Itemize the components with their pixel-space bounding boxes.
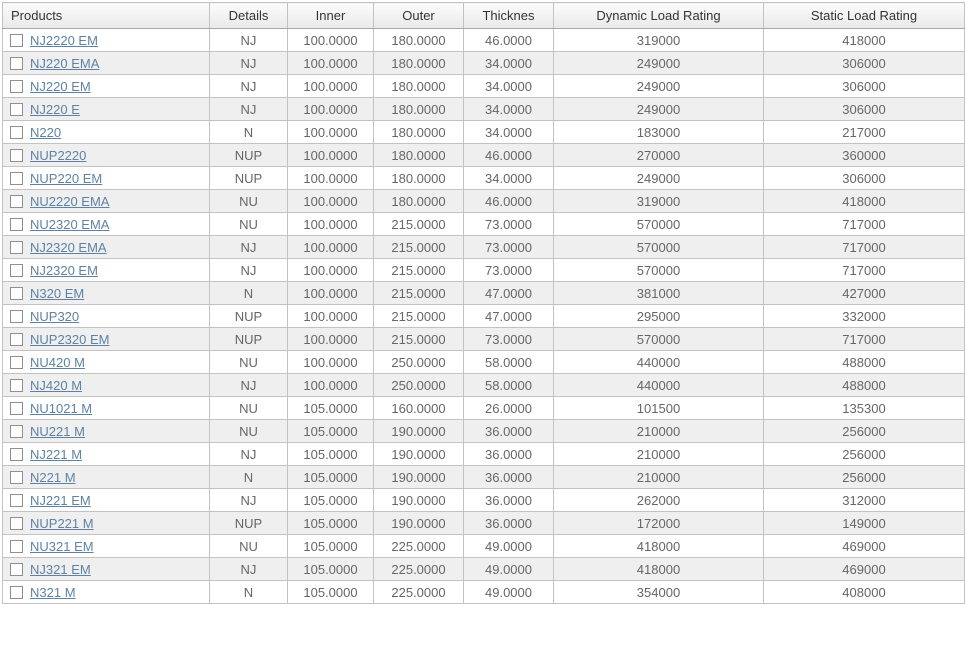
details-cell: N xyxy=(210,282,288,305)
outer-cell: 190.0000 xyxy=(374,466,464,489)
static-load-rating-cell: 306000 xyxy=(764,52,965,75)
product-cell xyxy=(3,397,210,420)
dynamic-load-rating-cell: 440000 xyxy=(554,351,764,374)
inner-cell: 100.0000 xyxy=(288,121,374,144)
table-row xyxy=(3,213,965,236)
thickness-cell: 46.0000 xyxy=(464,29,554,52)
outer-cell: 215.0000 xyxy=(374,328,464,351)
table-row xyxy=(3,397,965,420)
inner-cell: 100.0000 xyxy=(288,144,374,167)
table-row xyxy=(3,75,965,98)
details-cell: N xyxy=(210,121,288,144)
details-cell: NUP xyxy=(210,305,288,328)
inner-cell: 100.0000 xyxy=(288,374,374,397)
table-row xyxy=(3,581,965,604)
inner-cell: 100.0000 xyxy=(288,282,374,305)
row-select-checkbox[interactable] xyxy=(10,172,23,185)
details-cell: NJ xyxy=(210,374,288,397)
product-cell xyxy=(3,374,210,397)
table-row xyxy=(3,282,965,305)
row-select-checkbox[interactable] xyxy=(10,586,23,599)
details-cell: NJ xyxy=(210,98,288,121)
column-header-inner: Inner xyxy=(288,3,374,29)
product-link[interactable]: NJ420 M xyxy=(30,378,83,394)
table-row xyxy=(3,328,965,351)
row-select-checkbox[interactable] xyxy=(10,80,23,93)
outer-cell: 250.0000 xyxy=(374,351,464,374)
inner-cell: 105.0000 xyxy=(288,535,374,558)
dynamic-load-rating-cell: 440000 xyxy=(554,374,764,397)
thickness-cell: 34.0000 xyxy=(464,167,554,190)
table-row xyxy=(3,489,965,512)
product-cell xyxy=(3,305,210,328)
static-load-rating-cell: 312000 xyxy=(764,489,965,512)
product-link[interactable]: NU2320 EMA xyxy=(30,217,110,233)
product-cell xyxy=(3,121,210,144)
product-cell xyxy=(3,443,210,466)
product-cell xyxy=(3,328,210,351)
row-select-checkbox[interactable] xyxy=(10,402,23,415)
column-header-products: Products xyxy=(3,3,210,29)
column-header-static-load-rating: Static Load Rating xyxy=(764,3,965,29)
static-load-rating-cell: 427000 xyxy=(764,282,965,305)
details-cell: NJ xyxy=(210,236,288,259)
dynamic-load-rating-cell: 570000 xyxy=(554,328,764,351)
dynamic-load-rating-cell: 172000 xyxy=(554,512,764,535)
product-link[interactable]: NJ2220 EM xyxy=(30,33,98,49)
dynamic-load-rating-cell: 570000 xyxy=(554,259,764,282)
thickness-cell: 36.0000 xyxy=(464,420,554,443)
product-cell xyxy=(3,29,210,52)
product-cell xyxy=(3,489,210,512)
thickness-cell: 58.0000 xyxy=(464,351,554,374)
static-load-rating-cell: 717000 xyxy=(764,213,965,236)
product-link[interactable]: NUP2320 EM xyxy=(30,332,110,348)
row-select-checkbox[interactable] xyxy=(10,425,23,438)
details-cell: NJ xyxy=(210,75,288,98)
outer-cell: 225.0000 xyxy=(374,558,464,581)
static-load-rating-cell: 332000 xyxy=(764,305,965,328)
table-row xyxy=(3,443,965,466)
dynamic-load-rating-cell: 319000 xyxy=(554,29,764,52)
product-link[interactable]: NU420 M xyxy=(30,355,85,371)
row-select-checkbox[interactable] xyxy=(10,379,23,392)
inner-cell: 105.0000 xyxy=(288,558,374,581)
dynamic-load-rating-cell: 249000 xyxy=(554,75,764,98)
dynamic-load-rating-cell: 270000 xyxy=(554,144,764,167)
outer-cell: 180.0000 xyxy=(374,167,464,190)
outer-cell: 190.0000 xyxy=(374,443,464,466)
table-row xyxy=(3,144,965,167)
details-cell: NJ xyxy=(210,29,288,52)
product-cell xyxy=(3,558,210,581)
product-cell xyxy=(3,535,210,558)
row-select-checkbox[interactable] xyxy=(10,126,23,139)
table-row xyxy=(3,420,965,443)
static-load-rating-cell: 717000 xyxy=(764,328,965,351)
table-row xyxy=(3,558,965,581)
row-select-checkbox[interactable] xyxy=(10,218,23,231)
product-link[interactable]: NUP2220 xyxy=(30,148,87,164)
details-cell: NU xyxy=(210,190,288,213)
details-cell: NUP xyxy=(210,144,288,167)
details-cell: NJ xyxy=(210,443,288,466)
thickness-cell: 73.0000 xyxy=(464,213,554,236)
details-cell: NJ xyxy=(210,558,288,581)
outer-cell: 180.0000 xyxy=(374,144,464,167)
product-cell xyxy=(3,236,210,259)
dynamic-load-rating-cell: 210000 xyxy=(554,420,764,443)
thickness-cell: 46.0000 xyxy=(464,144,554,167)
thickness-cell: 34.0000 xyxy=(464,75,554,98)
product-cell xyxy=(3,144,210,167)
product-cell xyxy=(3,420,210,443)
product-cell xyxy=(3,282,210,305)
dynamic-load-rating-cell: 210000 xyxy=(554,466,764,489)
product-link[interactable]: NUP221 M xyxy=(30,516,94,532)
dynamic-load-rating-cell: 418000 xyxy=(554,535,764,558)
static-load-rating-cell: 469000 xyxy=(764,558,965,581)
static-load-rating-cell: 256000 xyxy=(764,466,965,489)
product-link[interactable]: NJ2320 EM xyxy=(30,263,98,279)
product-link[interactable]: NJ220 E xyxy=(30,102,80,118)
static-load-rating-cell: 360000 xyxy=(764,144,965,167)
details-cell: NU xyxy=(210,420,288,443)
row-select-checkbox[interactable] xyxy=(10,149,23,162)
inner-cell: 100.0000 xyxy=(288,29,374,52)
row-select-checkbox[interactable] xyxy=(10,356,23,369)
thickness-cell: 34.0000 xyxy=(464,52,554,75)
table-row xyxy=(3,98,965,121)
product-link[interactable]: NJ221 M xyxy=(30,447,83,463)
dynamic-load-rating-cell: 319000 xyxy=(554,190,764,213)
product-link[interactable]: NJ2320 EMA xyxy=(30,240,107,256)
product-cell xyxy=(3,52,210,75)
dynamic-load-rating-cell: 570000 xyxy=(554,236,764,259)
outer-cell: 180.0000 xyxy=(374,98,464,121)
details-cell: NJ xyxy=(210,259,288,282)
static-load-rating-cell: 256000 xyxy=(764,443,965,466)
product-cell xyxy=(3,190,210,213)
static-load-rating-cell: 488000 xyxy=(764,351,965,374)
details-cell: N xyxy=(210,466,288,489)
inner-cell: 100.0000 xyxy=(288,259,374,282)
static-load-rating-cell: 306000 xyxy=(764,167,965,190)
details-cell: NJ xyxy=(210,52,288,75)
product-link[interactable]: NU221 M xyxy=(30,424,85,440)
static-load-rating-cell: 418000 xyxy=(764,29,965,52)
thickness-cell: 47.0000 xyxy=(464,305,554,328)
thickness-cell: 73.0000 xyxy=(464,259,554,282)
inner-cell: 100.0000 xyxy=(288,190,374,213)
details-cell: NU xyxy=(210,535,288,558)
details-cell: NJ xyxy=(210,489,288,512)
product-link[interactable]: N320 EM xyxy=(30,286,85,302)
dynamic-load-rating-cell: 249000 xyxy=(554,98,764,121)
table-row xyxy=(3,29,965,52)
product-link[interactable]: N321 M xyxy=(30,585,76,601)
inner-cell: 100.0000 xyxy=(288,236,374,259)
inner-cell: 105.0000 xyxy=(288,489,374,512)
outer-cell: 215.0000 xyxy=(374,213,464,236)
inner-cell: 105.0000 xyxy=(288,581,374,604)
inner-cell: 105.0000 xyxy=(288,443,374,466)
product-link[interactable]: NJ321 EM xyxy=(30,562,91,578)
thickness-cell: 49.0000 xyxy=(464,581,554,604)
outer-cell: 180.0000 xyxy=(374,190,464,213)
inner-cell: 100.0000 xyxy=(288,52,374,75)
row-select-checkbox[interactable] xyxy=(10,448,23,461)
products-table xyxy=(2,2,965,604)
inner-cell: 100.0000 xyxy=(288,98,374,121)
dynamic-load-rating-cell: 354000 xyxy=(554,581,764,604)
thickness-cell: 26.0000 xyxy=(464,397,554,420)
static-load-rating-cell: 306000 xyxy=(764,98,965,121)
dynamic-load-rating-cell: 249000 xyxy=(554,167,764,190)
product-link[interactable]: NUP320 xyxy=(30,309,80,325)
product-cell xyxy=(3,167,210,190)
dynamic-load-rating-cell: 183000 xyxy=(554,121,764,144)
row-select-checkbox[interactable] xyxy=(10,34,23,47)
row-select-checkbox[interactable] xyxy=(10,517,23,530)
dynamic-load-rating-cell: 570000 xyxy=(554,213,764,236)
inner-cell: 100.0000 xyxy=(288,328,374,351)
static-load-rating-cell: 717000 xyxy=(764,236,965,259)
product-link[interactable]: NU2220 EMA xyxy=(30,194,110,210)
thickness-cell: 47.0000 xyxy=(464,282,554,305)
table-row xyxy=(3,259,965,282)
product-cell xyxy=(3,512,210,535)
table-row xyxy=(3,305,965,328)
product-cell xyxy=(3,98,210,121)
outer-cell: 180.0000 xyxy=(374,75,464,98)
outer-cell: 180.0000 xyxy=(374,52,464,75)
row-select-checkbox[interactable] xyxy=(10,333,23,346)
thickness-cell: 36.0000 xyxy=(464,443,554,466)
dynamic-load-rating-cell: 210000 xyxy=(554,443,764,466)
details-cell: NU xyxy=(210,351,288,374)
outer-cell: 215.0000 xyxy=(374,259,464,282)
product-cell xyxy=(3,213,210,236)
static-load-rating-cell: 149000 xyxy=(764,512,965,535)
column-header-outer: Outer xyxy=(374,3,464,29)
product-link[interactable]: NJ220 EM xyxy=(30,79,91,95)
dynamic-load-rating-cell: 249000 xyxy=(554,52,764,75)
outer-cell: 250.0000 xyxy=(374,374,464,397)
row-select-checkbox[interactable] xyxy=(10,494,23,507)
table-row xyxy=(3,466,965,489)
table-row xyxy=(3,236,965,259)
details-cell: NU xyxy=(210,397,288,420)
static-load-rating-cell: 306000 xyxy=(764,75,965,98)
row-select-checkbox[interactable] xyxy=(10,264,23,277)
inner-cell: 105.0000 xyxy=(288,512,374,535)
inner-cell: 105.0000 xyxy=(288,397,374,420)
table-row xyxy=(3,535,965,558)
thickness-cell: 34.0000 xyxy=(464,98,554,121)
product-cell xyxy=(3,259,210,282)
row-select-checkbox[interactable] xyxy=(10,287,23,300)
outer-cell: 190.0000 xyxy=(374,489,464,512)
thickness-cell: 36.0000 xyxy=(464,489,554,512)
thickness-cell: 73.0000 xyxy=(464,328,554,351)
product-cell xyxy=(3,351,210,374)
inner-cell: 100.0000 xyxy=(288,75,374,98)
table-row xyxy=(3,512,965,535)
outer-cell: 225.0000 xyxy=(374,535,464,558)
dynamic-load-rating-cell: 262000 xyxy=(554,489,764,512)
table-row xyxy=(3,351,965,374)
product-link[interactable]: NU321 EM xyxy=(30,539,94,555)
static-load-rating-cell: 418000 xyxy=(764,190,965,213)
table-row xyxy=(3,167,965,190)
column-header-details: Details xyxy=(210,3,288,29)
thickness-cell: 73.0000 xyxy=(464,236,554,259)
dynamic-load-rating-cell: 295000 xyxy=(554,305,764,328)
inner-cell: 100.0000 xyxy=(288,351,374,374)
details-cell: N xyxy=(210,581,288,604)
outer-cell: 225.0000 xyxy=(374,581,464,604)
thickness-cell: 58.0000 xyxy=(464,374,554,397)
dynamic-load-rating-cell: 101500 xyxy=(554,397,764,420)
table-row xyxy=(3,374,965,397)
row-select-checkbox[interactable] xyxy=(10,103,23,116)
product-cell xyxy=(3,581,210,604)
product-link[interactable]: NU1021 M xyxy=(30,401,93,417)
outer-cell: 215.0000 xyxy=(374,282,464,305)
outer-cell: 215.0000 xyxy=(374,305,464,328)
row-select-checkbox[interactable] xyxy=(10,540,23,553)
thickness-cell: 36.0000 xyxy=(464,512,554,535)
thickness-cell: 36.0000 xyxy=(464,466,554,489)
row-select-checkbox[interactable] xyxy=(10,563,23,576)
static-load-rating-cell: 469000 xyxy=(764,535,965,558)
details-cell: NUP xyxy=(210,512,288,535)
static-load-rating-cell: 488000 xyxy=(764,374,965,397)
inner-cell: 105.0000 xyxy=(288,466,374,489)
table-row xyxy=(3,52,965,75)
outer-cell: 180.0000 xyxy=(374,29,464,52)
column-header-thickness: Thicknes xyxy=(464,3,554,29)
details-cell: NUP xyxy=(210,328,288,351)
row-select-checkbox[interactable] xyxy=(10,195,23,208)
product-link[interactable]: NJ221 EM xyxy=(30,493,91,509)
outer-cell: 180.0000 xyxy=(374,121,464,144)
inner-cell: 100.0000 xyxy=(288,213,374,236)
static-load-rating-cell: 256000 xyxy=(764,420,965,443)
inner-cell: 100.0000 xyxy=(288,305,374,328)
product-cell xyxy=(3,75,210,98)
static-load-rating-cell: 717000 xyxy=(764,259,965,282)
row-select-checkbox[interactable] xyxy=(10,241,23,254)
inner-cell: 105.0000 xyxy=(288,420,374,443)
product-link[interactable]: N220 xyxy=(30,125,62,141)
product-link[interactable]: N221 M xyxy=(30,470,76,486)
outer-cell: 190.0000 xyxy=(374,420,464,443)
inner-cell: 100.0000 xyxy=(288,167,374,190)
product-link[interactable]: NJ220 EMA xyxy=(30,56,100,72)
row-select-checkbox[interactable] xyxy=(10,471,23,484)
details-cell: NU xyxy=(210,213,288,236)
static-load-rating-cell: 135300 xyxy=(764,397,965,420)
thickness-cell: 49.0000 xyxy=(464,535,554,558)
table-header-row xyxy=(3,3,965,29)
thickness-cell: 46.0000 xyxy=(464,190,554,213)
static-load-rating-cell: 408000 xyxy=(764,581,965,604)
product-cell xyxy=(3,466,210,489)
row-select-checkbox[interactable] xyxy=(10,57,23,70)
dynamic-load-rating-cell: 418000 xyxy=(554,558,764,581)
table-row xyxy=(3,121,965,144)
dynamic-load-rating-cell: 381000 xyxy=(554,282,764,305)
details-cell: NUP xyxy=(210,167,288,190)
product-link[interactable]: NUP220 EM xyxy=(30,171,103,187)
row-select-checkbox[interactable] xyxy=(10,310,23,323)
outer-cell: 190.0000 xyxy=(374,512,464,535)
outer-cell: 160.0000 xyxy=(374,397,464,420)
static-load-rating-cell: 217000 xyxy=(764,121,965,144)
table-row xyxy=(3,190,965,213)
thickness-cell: 49.0000 xyxy=(464,558,554,581)
outer-cell: 215.0000 xyxy=(374,236,464,259)
thickness-cell: 34.0000 xyxy=(464,121,554,144)
column-header-dynamic-load-rating: Dynamic Load Rating xyxy=(554,3,764,29)
